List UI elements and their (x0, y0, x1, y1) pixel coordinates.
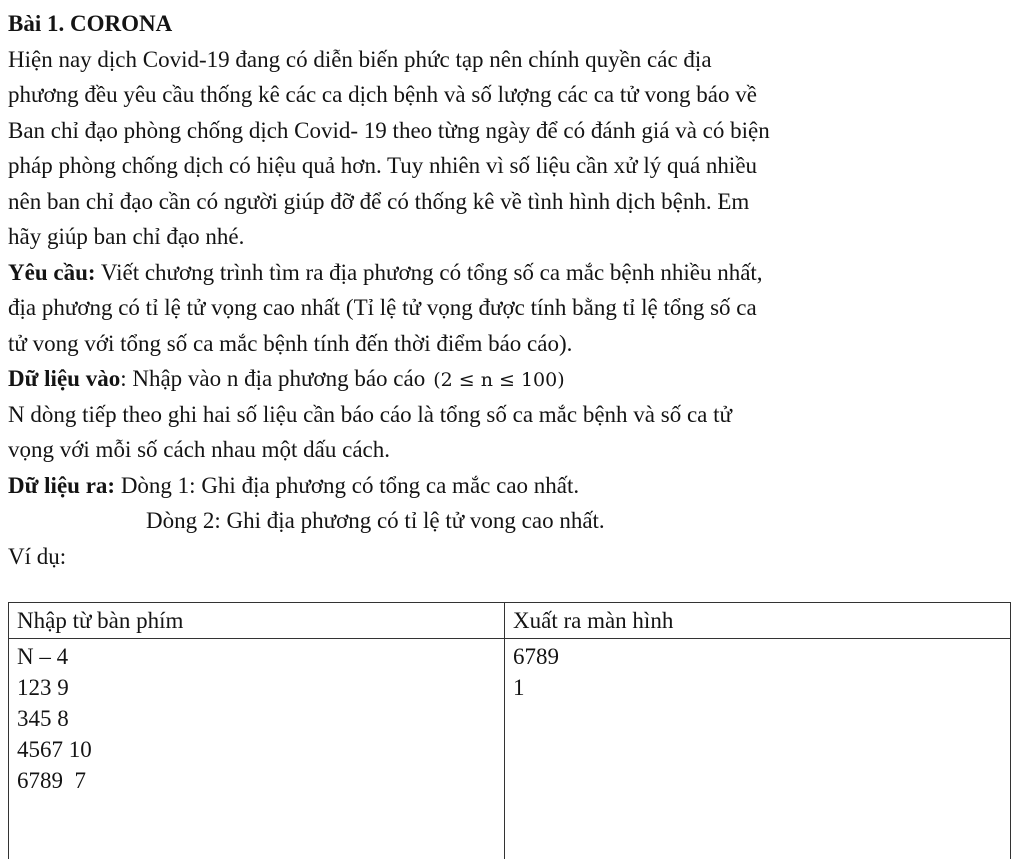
example-table-header-row (9, 603, 1011, 639)
intro-line-2: phương đều yêu cầu thống kê các ca dịch bệnh và số lượng các ca tử vong báo về (8, 77, 1012, 113)
requirement-line-1 (8, 255, 1012, 291)
example-output-header: Xuất ra màn hình (505, 603, 1011, 639)
requirement-line-2: địa phương có tỉ lệ tử vọng cao nhất (Tỉ lệ tử vọng được tính bằng tỉ lệ tổng số ca (8, 290, 1012, 326)
output-label: Dữ liệu ra: (8, 473, 115, 498)
intro-line-3: Ban chỉ đạo phòng chống dịch Covid- 19 theo từng ngày để có đánh giá và có biện (8, 113, 1012, 149)
requirement-line-3: tử vong với tổng số ca mắc bệnh tính đến thời điểm báo cáo). (8, 326, 1012, 362)
input-spec-line (8, 361, 1012, 397)
example-input-line: 123 9 (17, 672, 496, 703)
example-output-line: 6789 (513, 641, 1002, 672)
example-output-cell (505, 639, 1011, 859)
example-table-body-row (9, 639, 1011, 859)
example-input-line: 345 8 (17, 703, 496, 734)
output-line-1: Dòng 1: Ghi địa phương có tổng ca mắc cao nhất. (115, 473, 579, 498)
intro-line-6: hãy giúp ban chỉ đạo nhé. (8, 219, 1012, 255)
requirement-text-1: Viết chương trình tìm ra địa phương có tổng số ca mắc bệnh nhiều nhất, (96, 260, 763, 285)
problem-document (8, 6, 1012, 574)
example-input-header: Nhập từ bàn phím (9, 603, 505, 639)
input-constraint: (2 ≤ n ≤ 100) (433, 369, 564, 391)
intro-line-1: Hiện nay dịch Covid-19 đang có diễn biến phức tạp nên chính quyền các địa (8, 42, 1012, 78)
example-input-line: N – 4 (17, 641, 496, 672)
output-line-2: Dòng 2: Ghi địa phương có tỉ lệ tử vong cao nhất. (8, 503, 1012, 539)
output-spec-line (8, 468, 1012, 504)
input-label: Dữ liệu vào (8, 366, 120, 391)
example-input-line: 6789 7 (17, 765, 496, 796)
example-label: Ví dụ: (8, 539, 1012, 575)
input-text: : Nhập vào n địa phương báo cáo (120, 366, 425, 391)
input-line-2: vọng với mỗi số cách nhau một dấu cách. (8, 432, 1012, 468)
example-input-cell (9, 639, 505, 859)
requirement-label: Yêu cầu: (8, 260, 96, 285)
example-input-line: 4567 10 (17, 734, 496, 765)
intro-line-4: pháp phòng chống dịch có hiệu quả hơn. Tuy nhiên vì số liệu cần xử lý quá nhiều (8, 148, 1012, 184)
example-output-line: 1 (513, 672, 1002, 703)
intro-line-5: nên ban chỉ đạo cần có người giúp đỡ để có thống kê về tình hình dịch bệnh. Em (8, 184, 1012, 220)
input-line-1: N dòng tiếp theo ghi hai số liệu cần báo cáo là tổng số ca mắc bệnh và số ca tử (8, 397, 1012, 433)
example-table (8, 602, 1011, 859)
problem-title: Bài 1. CORONA (8, 6, 1012, 42)
